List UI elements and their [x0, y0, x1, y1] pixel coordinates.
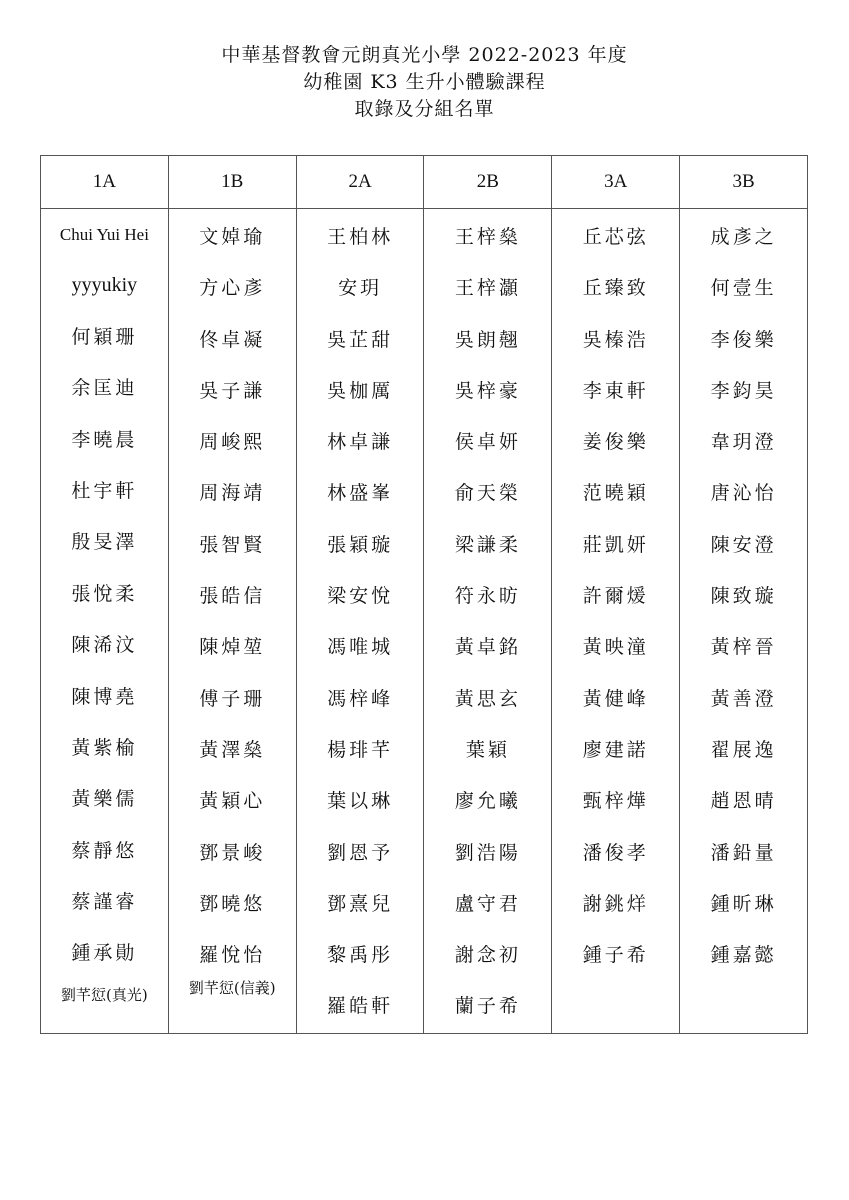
student-name: 陳致璇 — [710, 585, 777, 608]
student-name: 羅皓軒 — [327, 995, 394, 1018]
student-name: 謝念初 — [454, 944, 521, 967]
student-name: 黃映潼 — [582, 636, 649, 659]
student-name: 王柏林 — [327, 226, 394, 248]
student-name: Chui Yui Hei — [59, 225, 149, 244]
student-name: 吳芷甜 — [327, 328, 394, 351]
student-name: 梁安悅 — [327, 585, 394, 608]
column-header-2b: 2B — [424, 156, 552, 209]
student-name: 劉芊愆(信義) — [188, 979, 276, 998]
student-name: 黃梓晉 — [710, 636, 777, 659]
student-name: 吳榛浩 — [582, 328, 649, 351]
student-name: 許爾煖 — [582, 585, 649, 608]
student-name: 張智賢 — [199, 533, 266, 556]
student-name: 甄梓燁 — [582, 790, 649, 813]
name-list-2a — [297, 209, 424, 1033]
student-name: 潘俊孝 — [582, 841, 649, 864]
student-name: 莊凱妍 — [582, 533, 649, 556]
student-name: 蘭子希 — [454, 995, 521, 1018]
student-name: 俞天榮 — [454, 482, 521, 505]
student-name: 葉穎 — [465, 738, 510, 761]
student-name: 吳枷厲 — [327, 379, 394, 402]
student-name: 廖建諾 — [582, 738, 649, 761]
group-cell-2b — [424, 209, 552, 1034]
name-list-1a — [41, 209, 168, 1010]
group-cell-3a — [552, 209, 680, 1034]
student-name: 林盛峯 — [327, 482, 394, 505]
student-name: 鍾昕琳 — [710, 892, 777, 915]
student-name: 鍾承勛 — [71, 942, 138, 965]
student-name: 丘臻致 — [582, 277, 649, 300]
course-title: 幼稚園 K3 生升小體驗課程 — [303, 71, 546, 93]
column-header-1b: 1B — [168, 156, 296, 209]
student-name: 黃卓銘 — [454, 636, 521, 659]
student-name: 梁謙柔 — [454, 533, 521, 556]
student-name: 陳安澄 — [710, 533, 777, 556]
student-name: 黃善澄 — [710, 687, 777, 710]
student-name: 佟卓凝 — [199, 328, 266, 351]
student-name: 李曉晨 — [71, 428, 138, 451]
student-name: 文婥瑜 — [199, 226, 266, 248]
student-name: 劉浩陽 — [454, 841, 521, 864]
student-name: 侯卓妍 — [454, 431, 521, 454]
student-name: 羅悅怡 — [199, 944, 266, 967]
student-name: 陳焯堃 — [199, 636, 266, 659]
student-name: 鍾嘉懿 — [710, 944, 777, 967]
student-name: 張穎璇 — [327, 533, 394, 556]
student-name: 劉恩予 — [327, 841, 394, 864]
student-name: 林卓謙 — [327, 431, 394, 454]
student-name: 范曉穎 — [582, 482, 649, 505]
student-name: 黎禹彤 — [327, 944, 394, 967]
name-list-3b — [680, 209, 807, 981]
student-name: 趙恩晴 — [710, 790, 777, 813]
student-name: 杜宇軒 — [71, 479, 138, 502]
student-name: 吳梓豪 — [454, 379, 521, 402]
column-header-3a: 3A — [552, 156, 680, 209]
student-name: 唐沁怡 — [710, 482, 777, 505]
student-name: 蔡靜悠 — [71, 839, 138, 862]
student-name: 翟展逸 — [710, 738, 777, 761]
student-name: yyyukiy — [71, 274, 138, 297]
student-name: 馮唯城 — [327, 636, 394, 659]
table-body-row — [41, 209, 808, 1034]
student-name: 成彥之 — [710, 226, 777, 248]
student-name: 韋玥澄 — [710, 431, 777, 454]
student-name: 鍾子希 — [582, 944, 649, 967]
student-name: 鄧曉悠 — [199, 892, 266, 915]
student-name: 余匡迪 — [71, 377, 138, 400]
student-name: 姜俊樂 — [582, 431, 649, 454]
name-list-3a — [552, 209, 679, 981]
group-roster-table — [40, 155, 808, 1034]
student-name: 劉芊愆(真光) — [61, 985, 148, 1004]
student-name: 潘鉛量 — [710, 841, 777, 864]
table-header-row — [41, 156, 808, 209]
student-name: 葉以琳 — [327, 790, 394, 813]
student-name: 吳朗翹 — [454, 328, 521, 351]
student-name: 謝銚烊 — [582, 892, 649, 915]
list-title: 取錄及分組名單 — [354, 98, 495, 120]
student-name: 張悅柔 — [71, 582, 138, 605]
student-name: 馮梓峰 — [327, 687, 394, 710]
student-name: 蔡謹睿 — [71, 891, 138, 914]
student-name: 黃澤燊 — [199, 738, 266, 761]
document-header — [0, 42, 849, 123]
group-cell-3b — [680, 209, 808, 1034]
student-name: 李鈞昊 — [710, 379, 777, 402]
student-name: 陳博堯 — [71, 685, 138, 708]
student-name: 李俊樂 — [710, 328, 777, 351]
name-list-2b — [424, 209, 551, 1033]
student-name: 何壹生 — [710, 277, 777, 300]
student-name: 黃樂儒 — [71, 788, 138, 811]
student-name: 傅子珊 — [199, 687, 266, 710]
student-name: 丘芯弦 — [582, 226, 649, 248]
student-name: 鄧景峻 — [199, 841, 266, 864]
student-name: 方心彥 — [199, 277, 266, 300]
student-name: 周峻熙 — [199, 431, 266, 454]
student-name: 鄧熹兒 — [327, 892, 394, 915]
student-name: 李東軒 — [582, 379, 649, 402]
student-name: 黃穎心 — [199, 790, 266, 813]
student-name: 王梓燊 — [454, 226, 521, 248]
group-cell-2a — [296, 209, 424, 1034]
student-name: 黃思玄 — [454, 687, 521, 710]
student-name: 陳浠汶 — [71, 634, 138, 657]
group-cell-1b — [168, 209, 296, 1034]
column-header-3b: 3B — [680, 156, 808, 209]
student-name: 黃健峰 — [582, 687, 649, 710]
student-name: 吳子謙 — [199, 379, 266, 402]
student-name: 張皓信 — [199, 585, 266, 608]
student-name: 黃紫榆 — [71, 736, 138, 759]
student-name: 楊琲芊 — [327, 738, 394, 761]
student-name: 殷旻澤 — [71, 531, 138, 554]
student-name: 符永昉 — [454, 585, 521, 608]
student-name: 安玥 — [338, 277, 383, 300]
student-name: 廖允曦 — [454, 790, 521, 813]
student-name: 周海靖 — [199, 482, 266, 505]
column-header-1a: 1A — [41, 156, 169, 209]
name-list-1b — [169, 209, 296, 1003]
column-header-2a: 2A — [296, 156, 424, 209]
student-name: 何穎珊 — [71, 325, 138, 348]
student-name: 盧守君 — [454, 892, 521, 915]
school-title: 中華基督教會元朗真光小學 2022-2023 年度 — [221, 44, 628, 66]
student-name: 王梓灝 — [454, 277, 521, 300]
group-cell-1a — [41, 209, 169, 1034]
